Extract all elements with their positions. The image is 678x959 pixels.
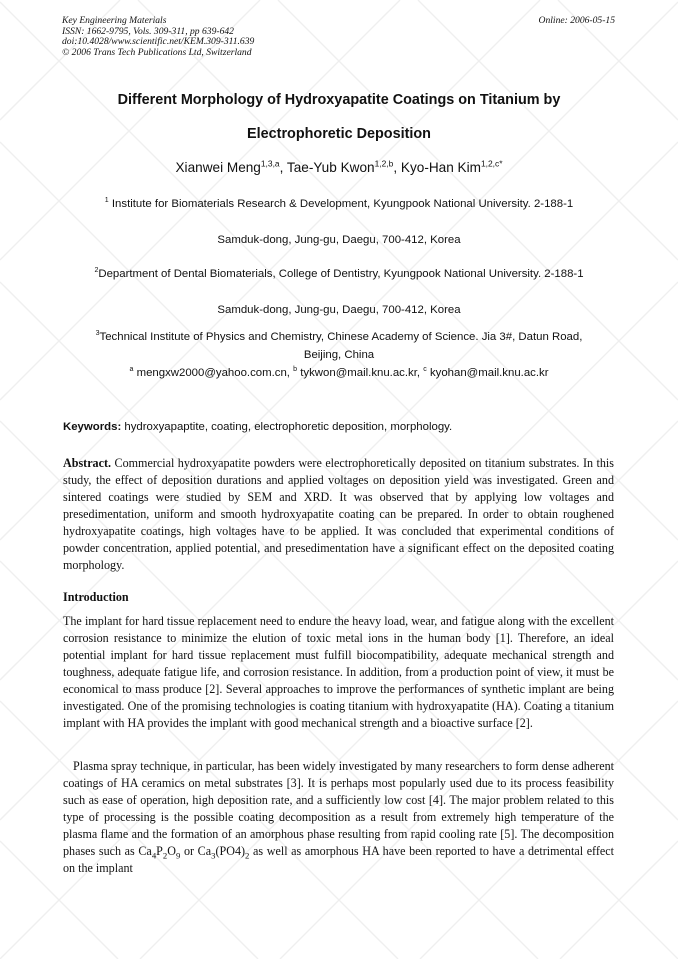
author-2-affil: 1,2,b (374, 158, 394, 169)
intro-paragraph-1: The implant for hard tissue replacement need to endure the heavy load, wear, and fatigue along with the excellent corrosion resistance to minimize the elution of toxic metal ions in the human body [1]. Therefore, an ideal potential implant for hard tissue replacement must fulfill biocompatibility, adequate mechanical strength and toughness, adequate fatigue life, and corrosion resistance. In addition, from a production point of view, it must be economical to mass produce [2]. Several approaches to improve the performances of synthetic implant are being investigated. One of the promising technologies is coating titanium with hydroxyapatite (HA). Coating a titanium implant with HA provides the implant with good mechanical strength and a bioactive surface [2]. (63, 614, 614, 730)
section-heading-introduction: Introduction (63, 590, 129, 604)
affiliation-1-line1: $^1$ Institute for Biomaterials Research & Development, Kyungpook National University. 2-188-1 (104, 197, 574, 210)
affiliation-1-line2: Samduk-dong, Jung-gu, Daegu, 700-412, Korea (217, 234, 461, 246)
abstract (63, 455, 614, 574)
author-1-affil: 1,3,a (260, 158, 280, 169)
journal-issn: ISSN: 1662-9795, Vols. 309-311, pp 639-642 (62, 25, 234, 37)
keywords-text: hydroxyapaptite, coating, electrophoretic deposition, morphology. (121, 421, 453, 433)
online-date: Online: 2006-05-15 (538, 15, 615, 26)
keywords (63, 421, 623, 433)
journal-doi: doi:10.4028/www.scientific.net/KEM.309-311.639 (62, 36, 255, 48)
journal-header (62, 16, 254, 58)
email-list: $^a$ mengxw2000@yahoo.com.cn, $^b$ tykwon@mail.knu.ac.kr, $^c$ kyohan@mail.knu.ac.kr (129, 366, 549, 379)
author-3: Kyo-Han Kim (400, 160, 481, 175)
affiliation-3-line1: $^3$Technical Institute of Physics and Chemistry, Chinese Academy of Science. Jia 3#, Datun Road, (95, 330, 583, 343)
keywords-label: Keywords: (63, 421, 122, 433)
abstract-label: Abstract. (63, 456, 112, 470)
paper-title-line2: Electrophoretic Deposition (247, 126, 431, 142)
author-3-affil: 1,2,c* (480, 158, 503, 169)
email-3[interactable]: kyohan@mail.knu.ac.kr (429, 367, 549, 379)
intro-paragraph-2: Plasma spray technique, in particular, has been widely investigated by many researchers to form dense adherent coatings of HA ceramics on metal substrates [3]. It is perhaps most popularly used due to its process feasibility such as ease of operation, high deposition rate, and a sufficiently low cost [4]. The major problem related to this type of processing is the possible coating decomposition as a result from extremely high temperature of the plasma flame and the formation of an amorphous phase resulting from rapid cooling rate [5]. The decomposition phases such as $Ca_4P_2O_9$ or $Ca_3(PO4)_2$ as well as amorphous HA have been reported to have a detrimental effect on the implant (63, 759, 614, 875)
author-list: Xianwei Meng$^{1,3,a}$, Tae-Yub Kwon$^{1,2,b}$, Kyo-Han Kim$^{1,2,c*}$ (175, 158, 503, 175)
email-1[interactable]: mengxw2000@yahoo.com.cn, (136, 367, 290, 379)
journal-name: Key Engineering Materials (62, 15, 167, 26)
journal-copyright: © 2006 Trans Tech Publications Ltd, Switzerland (62, 46, 252, 58)
paper-title-line1: Different Morphology of Hydroxyapatite Coatings on Titanium by (117, 92, 561, 108)
affiliation-3-line2: Beijing, China (303, 349, 375, 361)
abstract-text: Commercial hydroxyapatite powders were electrophoretically deposited on titanium substrates. In this study, the effect of deposition durations and applied voltages on deposition yield was investigated. Green and sintered coatings were studied by SEM and XRD. It was observed that by applying low voltages and presedimentation, uniform and smooth hydroxyapatite coating can be prepared. In order to obtain roughened hydroxyapatite coatings, high voltages have to be applied. It was concluded that experimental conditions of powder concentration, applied potential, and presedimentation have a significant effect on the deposited coating morphology. (63, 456, 614, 572)
email-2[interactable]: tykwon@mail.knu.ac.kr, (300, 367, 421, 379)
author-1: Xianwei Meng (175, 160, 261, 175)
affiliation-2-line1: $^2$Department of Dental Biomaterials, College of Dentistry, Kyungpook National University. 2-188-1 (94, 267, 584, 280)
affiliation-2-line2: Samduk-dong, Jung-gu, Daegu, 700-412, Korea (217, 304, 461, 316)
author-2: Tae-Yub Kwon (286, 160, 375, 175)
